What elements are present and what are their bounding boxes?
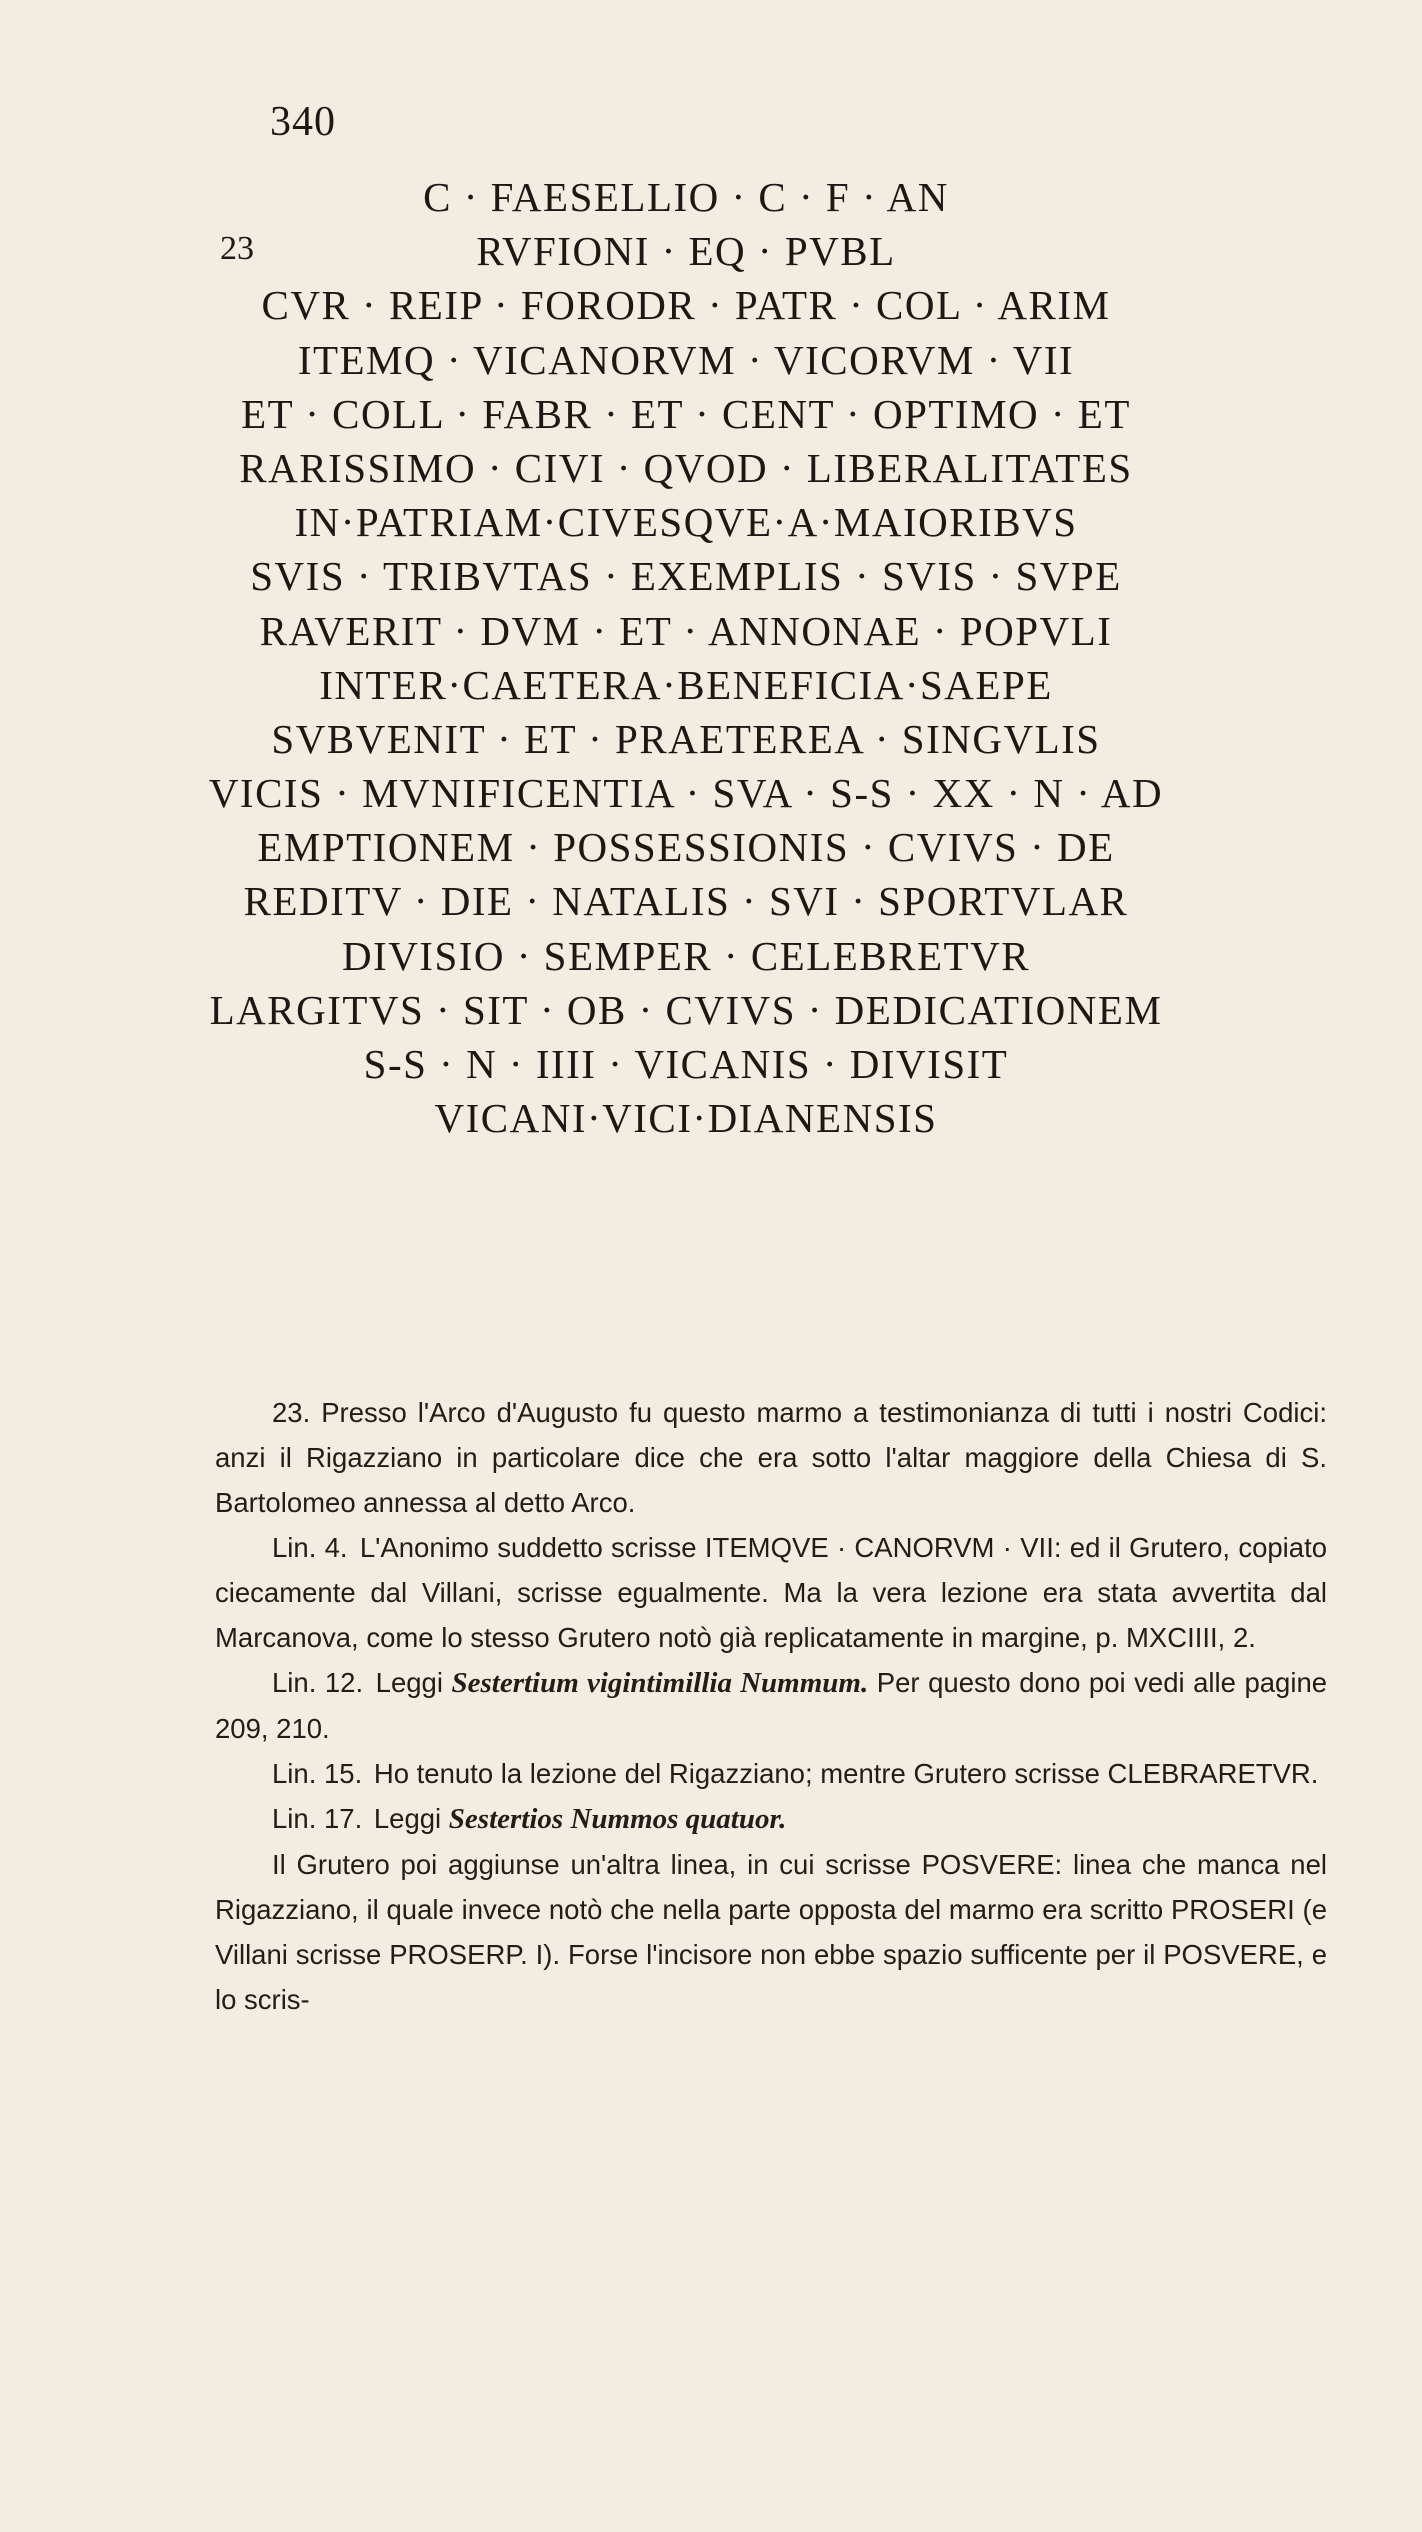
inscription-line: INTER·CAETERA·BENEFICIA·SAEPE bbox=[319, 661, 1053, 708]
inscription-line: IN·PATRIAM·CIVESQVE·A·MAIORIBVS bbox=[294, 499, 1078, 546]
note-text: Per questo dono poi vedi alle pagine 209, 210. bbox=[215, 1667, 1328, 1744]
commentary-notes bbox=[215, 1390, 1327, 2022]
note-paragraph bbox=[215, 1751, 1327, 1796]
inscription-line: C · FAESELLIO · C · F · AN bbox=[423, 174, 949, 220]
inscription-line: CVR · REIP · FORODR · PATR · COL · ARIM bbox=[261, 282, 1111, 329]
inscription-line: S-S · N · IIII · VICANIS · DIVISIT bbox=[363, 1041, 1009, 1087]
note-lead: Leggi bbox=[375, 1667, 443, 1698]
latin-reading: Sestertium vigintimillia Nummum. bbox=[451, 1667, 869, 1699]
note-paragraph bbox=[215, 1842, 1327, 2022]
line-reference: Lin. 12. bbox=[272, 1667, 364, 1698]
latin-inscription bbox=[0, 170, 1422, 1145]
inscription-line: REDITV · DIE · NATALIS · SVI · SPORTVLAR bbox=[243, 878, 1129, 925]
note-text: L'Anonimo suddetto scrisse ITEMQVE · CANORVM · VII: ed il Grutero, copiato ciecamente dal Villani, scrisse egualmente. Ma la vera lezione era stata avvertita dal Marcanova, come lo stesso Grutero notò già replicatamente in margine, p. MXCIIII, 2. bbox=[215, 1532, 1328, 1653]
inscription-line: SVIS · TRIBVTAS · EXEMPLIS · SVIS · SVPE bbox=[250, 553, 1122, 600]
note-text: Il Grutero poi aggiunse un'altra linea, in cui scrisse POSVERE: linea che manca nel Rigazziano, il quale invece notò che nella parte opposta del marmo era scritto PROSERI (e Villani scrisse PROSERP. I). Forse l'incisore non ebbe spazio sufficente per il POSVERE, e lo scris- bbox=[215, 1849, 1327, 2015]
line-reference: Lin. 15. bbox=[272, 1758, 363, 1789]
note-lead: Leggi bbox=[373, 1803, 442, 1834]
note-paragraph bbox=[215, 1660, 1327, 1751]
inscription-number: 23 bbox=[220, 230, 254, 267]
inscription-line: DIVISIO · SEMPER · CELEBRETVR bbox=[341, 932, 1031, 979]
note-paragraph bbox=[215, 1390, 1327, 1525]
line-reference: Lin. 4. bbox=[272, 1532, 348, 1563]
inscription-line: EMPTIONEM · POSSESSIONIS · CVIVS · DE bbox=[257, 824, 1115, 871]
note-paragraph bbox=[215, 1525, 1327, 1660]
inscription-line: LARGITVS · SIT · OB · CVIVS · DEDICATIONEM bbox=[209, 986, 1163, 1033]
inscription-line: RAVERIT · DVM · ET · ANNONAE · POPVLI bbox=[259, 607, 1113, 654]
inscription-line: SVBVENIT · ET · PRAETEREA · SINGVLIS bbox=[271, 715, 1101, 762]
note-text: Ho tenuto la lezione del Rigazziano; mentre Grutero scrisse CLEBRARETVR. bbox=[373, 1758, 1319, 1789]
inscription-line: ITEMQ · VICANORVM · VICORVM · VII bbox=[297, 336, 1075, 383]
inscription-line: RVFIONI · EQ · PVBL bbox=[476, 228, 896, 275]
page-number: 340 bbox=[270, 99, 336, 145]
inscription-line: VICIS · MVNIFICENTIA · SVA · S-S · XX · N · AD bbox=[208, 770, 1164, 817]
latin-reading: Sestertios Nummos quatuor. bbox=[448, 1803, 787, 1835]
inscription-line: VICANI·VICI·DIANENSIS bbox=[434, 1095, 938, 1142]
line-reference: Lin. 17. bbox=[272, 1803, 363, 1834]
inscription-line: RARISSIMO · CIVI · QVOD · LIBERALITATES bbox=[239, 444, 1133, 491]
note-paragraph bbox=[215, 1796, 1327, 1842]
inscription-line: ET · COLL · FABR · ET · CENT · OPTIMO · ET bbox=[241, 390, 1131, 437]
note-text: 23. Presso l'Arco d'Augusto fu questo marmo a testimonianza di tutti i nostri Codici: anzi il Rigazziano in particolare dice che era sotto l'altar maggiore della Chiesa di S. Bartolomeo annessa al detto Arco. bbox=[215, 1397, 1327, 1518]
